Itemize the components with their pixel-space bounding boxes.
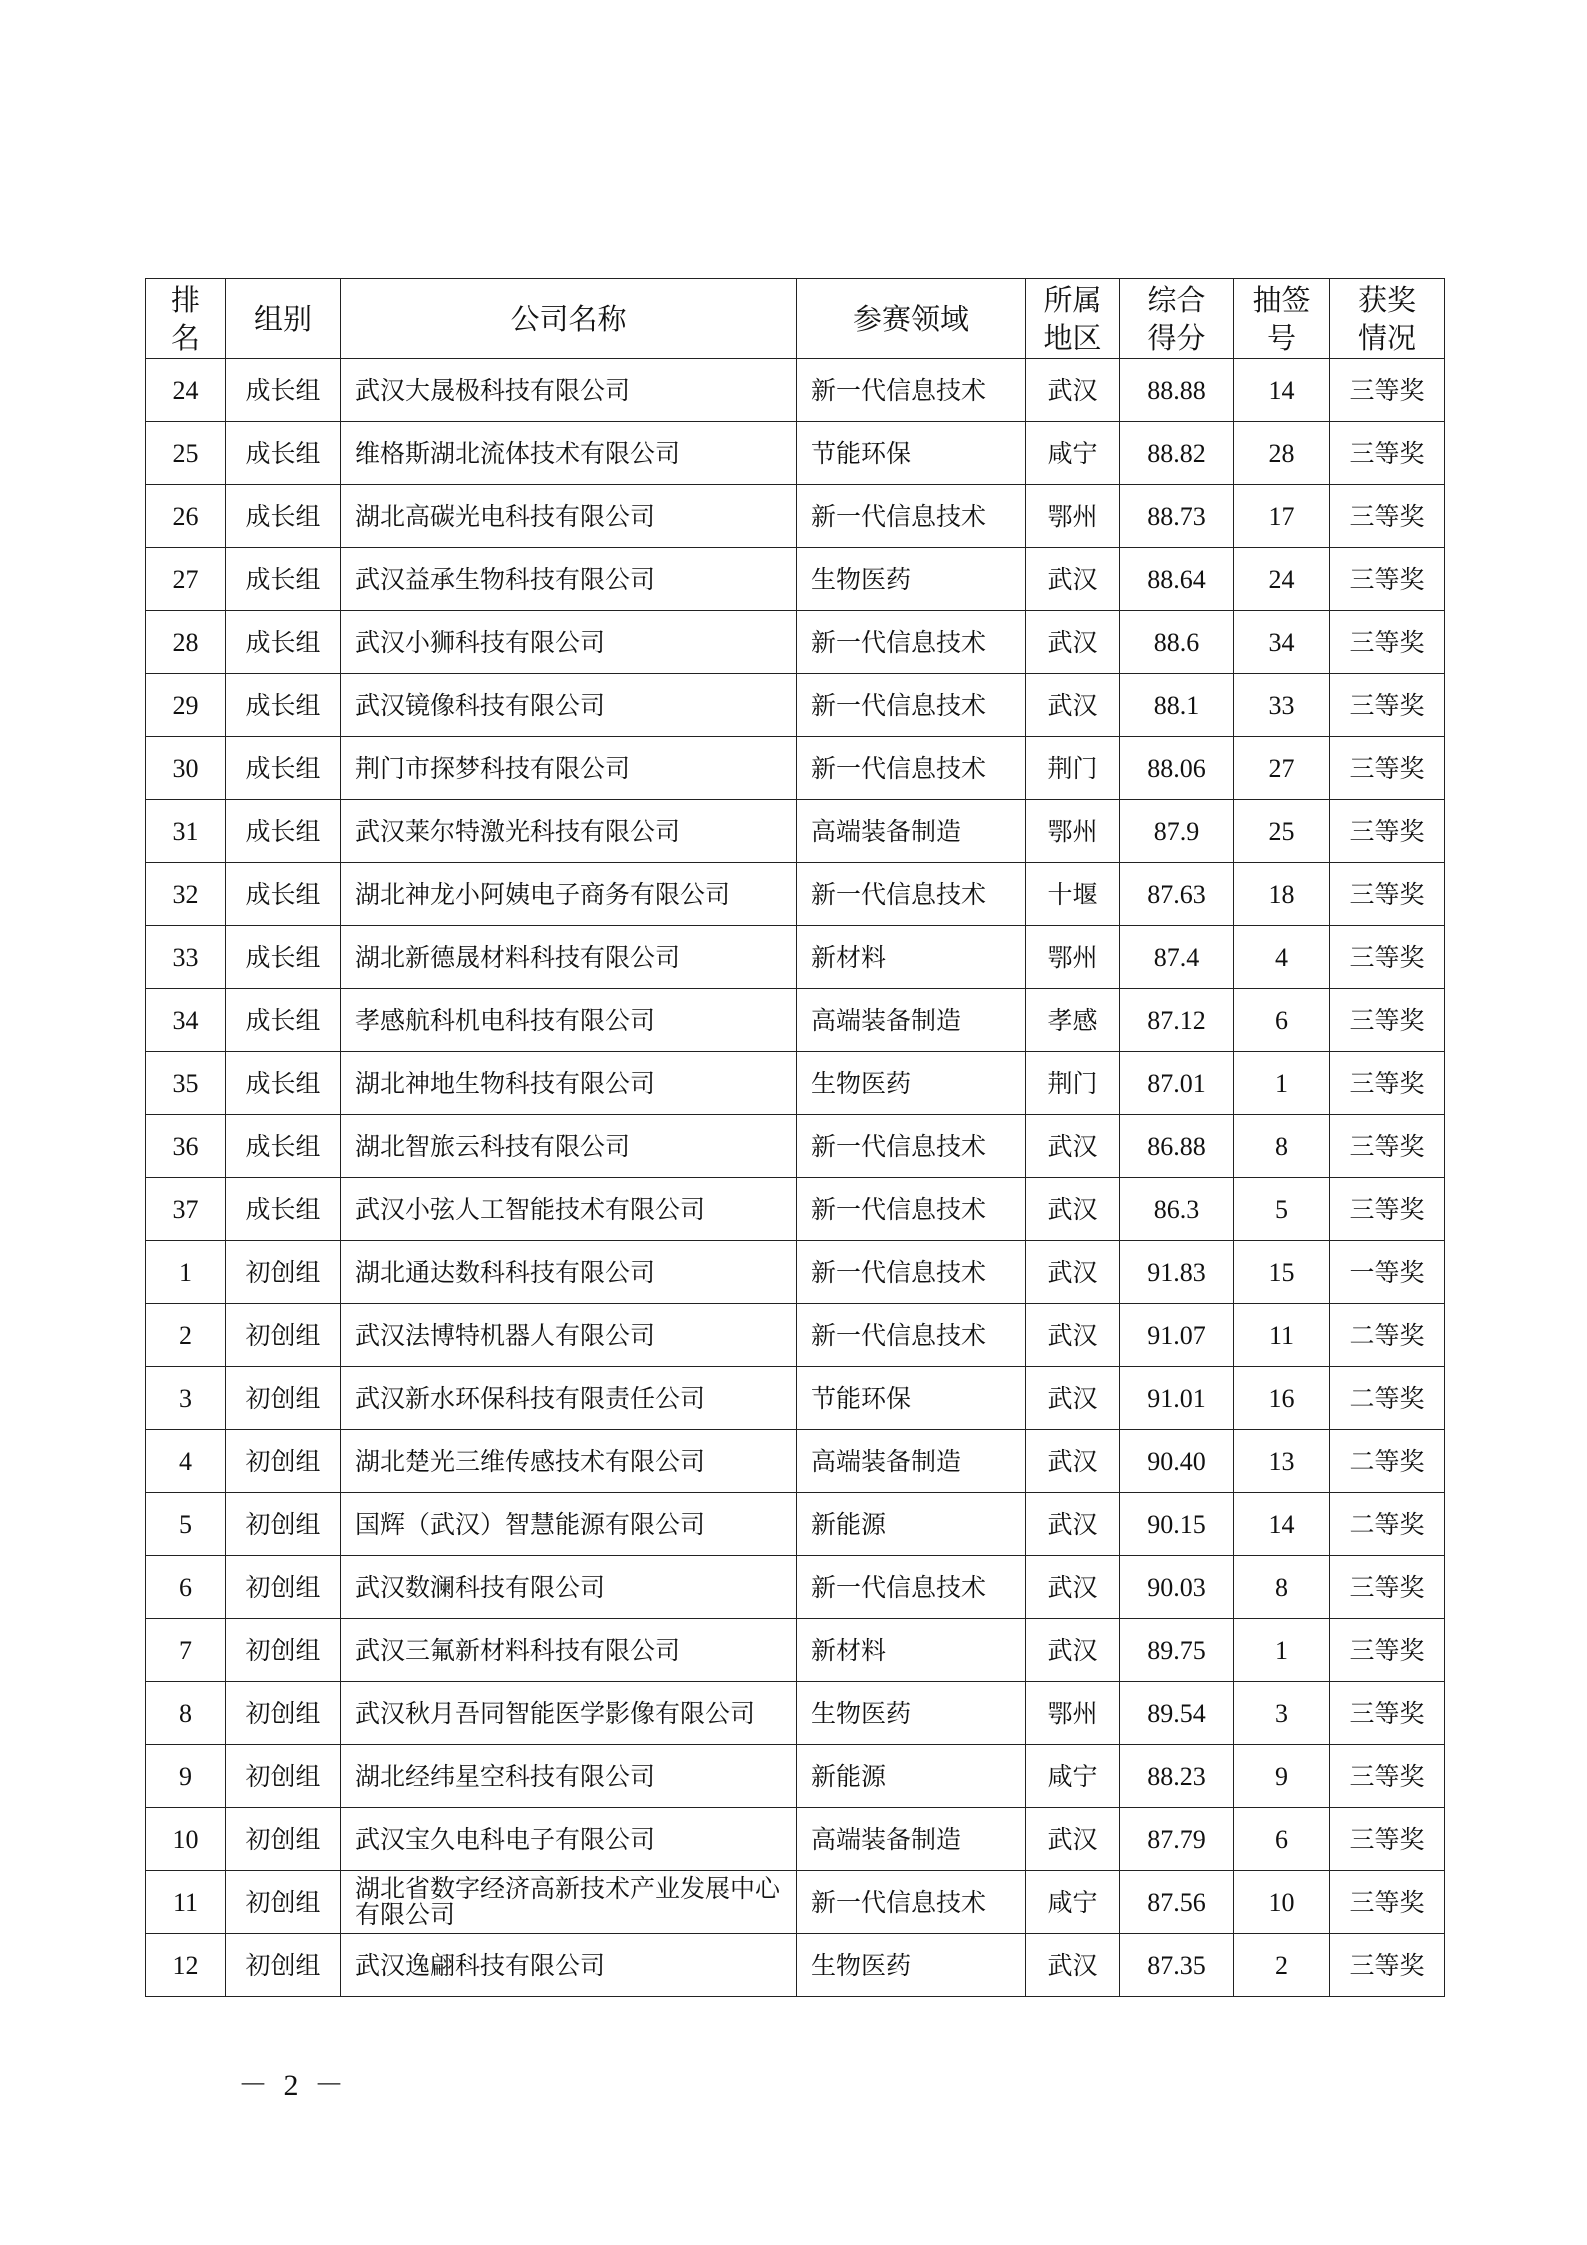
- cell-draw: 8: [1234, 1556, 1330, 1619]
- cell-award: 三等奖: [1330, 1871, 1445, 1934]
- cell-draw: 2: [1234, 1934, 1330, 1997]
- cell-draw: 10: [1234, 1871, 1330, 1934]
- cell-region: 武汉: [1026, 1808, 1120, 1871]
- cell-rank: 5: [146, 1493, 226, 1556]
- cell-draw: 16: [1234, 1367, 1330, 1430]
- page-number: － 2 －: [238, 2069, 348, 2102]
- cell-region: 荆门: [1026, 737, 1120, 800]
- cell-region: 武汉: [1026, 1556, 1120, 1619]
- cell-draw: 6: [1234, 989, 1330, 1052]
- cell-group: 成长组: [226, 422, 341, 485]
- cell-score: 87.01: [1120, 1052, 1234, 1115]
- cell-group: 成长组: [226, 1178, 341, 1241]
- cell-score: 88.73: [1120, 485, 1234, 548]
- cell-score: 88.23: [1120, 1745, 1234, 1808]
- cell-company: 维格斯湖北流体技术有限公司: [341, 422, 797, 485]
- cell-company: 武汉益承生物科技有限公司: [341, 548, 797, 611]
- cell-rank: 2: [146, 1304, 226, 1367]
- cell-award: 三等奖: [1330, 1934, 1445, 1997]
- cell-region: 武汉: [1026, 1178, 1120, 1241]
- cell-group: 初创组: [226, 1556, 341, 1619]
- cell-draw: 3: [1234, 1682, 1330, 1745]
- cell-award: 三等奖: [1330, 800, 1445, 863]
- table-row: [146, 800, 1445, 863]
- cell-award: 二等奖: [1330, 1430, 1445, 1493]
- cell-field: 新能源: [797, 1745, 1026, 1808]
- cell-field: 新一代信息技术: [797, 485, 1026, 548]
- cell-score: 87.35: [1120, 1934, 1234, 1997]
- cell-region: 鄂州: [1026, 926, 1120, 989]
- cell-field: 新一代信息技术: [797, 737, 1026, 800]
- cell-region: 鄂州: [1026, 1682, 1120, 1745]
- cell-score: 89.54: [1120, 1682, 1234, 1745]
- cell-award: 三等奖: [1330, 674, 1445, 737]
- cell-rank: 11: [146, 1871, 226, 1934]
- cell-region: 荆门: [1026, 1052, 1120, 1115]
- cell-score: 87.12: [1120, 989, 1234, 1052]
- cell-draw: 34: [1234, 611, 1330, 674]
- cell-group: 成长组: [226, 737, 341, 800]
- table-row: [146, 485, 1445, 548]
- cell-company: 湖北省数字经济高新技术产业发展中心有限公司: [341, 1871, 797, 1934]
- cell-group: 初创组: [226, 1304, 341, 1367]
- cell-score: 91.07: [1120, 1304, 1234, 1367]
- cell-draw: 8: [1234, 1115, 1330, 1178]
- cell-rank: 12: [146, 1934, 226, 1997]
- cell-field: 新一代信息技术: [797, 359, 1026, 422]
- table-header-row: [146, 279, 1445, 359]
- cell-draw: 13: [1234, 1430, 1330, 1493]
- cell-region: 鄂州: [1026, 485, 1120, 548]
- cell-field: 新一代信息技术: [797, 863, 1026, 926]
- table-row: [146, 1052, 1445, 1115]
- cell-company: 湖北经纬星空科技有限公司: [341, 1745, 797, 1808]
- cell-rank: 25: [146, 422, 226, 485]
- cell-rank: 27: [146, 548, 226, 611]
- cell-score: 88.64: [1120, 548, 1234, 611]
- cell-field: 新材料: [797, 1619, 1026, 1682]
- cell-group: 初创组: [226, 1430, 341, 1493]
- cell-rank: 8: [146, 1682, 226, 1745]
- table-row: [146, 1430, 1445, 1493]
- cell-draw: 4: [1234, 926, 1330, 989]
- cell-company: 武汉小弦人工智能技术有限公司: [341, 1178, 797, 1241]
- cell-field: 节能环保: [797, 422, 1026, 485]
- table-body: [146, 359, 1445, 1997]
- awards-table: [145, 278, 1445, 1997]
- cell-score: 86.88: [1120, 1115, 1234, 1178]
- cell-region: 武汉: [1026, 1493, 1120, 1556]
- cell-region: 武汉: [1026, 359, 1120, 422]
- cell-field: 新一代信息技术: [797, 674, 1026, 737]
- cell-rank: 36: [146, 1115, 226, 1178]
- cell-score: 89.75: [1120, 1619, 1234, 1682]
- cell-field: 生物医药: [797, 548, 1026, 611]
- cell-rank: 34: [146, 989, 226, 1052]
- cell-company: 武汉逸翩科技有限公司: [341, 1934, 797, 1997]
- cell-region: 武汉: [1026, 1115, 1120, 1178]
- cell-score: 90.15: [1120, 1493, 1234, 1556]
- table-row: [146, 1178, 1445, 1241]
- cell-score: 91.83: [1120, 1241, 1234, 1304]
- header-draw: 抽签 号: [1234, 279, 1330, 359]
- cell-award: 三等奖: [1330, 1619, 1445, 1682]
- cell-region: 武汉: [1026, 1430, 1120, 1493]
- cell-group: 成长组: [226, 359, 341, 422]
- cell-company: 武汉宝久电科电子有限公司: [341, 1808, 797, 1871]
- cell-company: 湖北楚光三维传感技术有限公司: [341, 1430, 797, 1493]
- cell-region: 咸宁: [1026, 422, 1120, 485]
- header-score: 综合 得分: [1120, 279, 1234, 359]
- cell-group: 初创组: [226, 1871, 341, 1934]
- header-award: 获奖 情况: [1330, 279, 1445, 359]
- table-row: [146, 1367, 1445, 1430]
- table-row: [146, 548, 1445, 611]
- cell-award: 三等奖: [1330, 1556, 1445, 1619]
- cell-field: 高端装备制造: [797, 1808, 1026, 1871]
- cell-region: 咸宁: [1026, 1871, 1120, 1934]
- cell-draw: 11: [1234, 1304, 1330, 1367]
- cell-draw: 6: [1234, 1808, 1330, 1871]
- table-row: [146, 422, 1445, 485]
- cell-award: 二等奖: [1330, 1367, 1445, 1430]
- cell-draw: 27: [1234, 737, 1330, 800]
- cell-company: 武汉新水环保科技有限责任公司: [341, 1367, 797, 1430]
- cell-company: 湖北神地生物科技有限公司: [341, 1052, 797, 1115]
- cell-award: 三等奖: [1330, 1178, 1445, 1241]
- cell-field: 新一代信息技术: [797, 1304, 1026, 1367]
- table-row: [146, 674, 1445, 737]
- cell-region: 武汉: [1026, 611, 1120, 674]
- cell-company: 国辉（武汉）智慧能源有限公司: [341, 1493, 797, 1556]
- table-row: [146, 863, 1445, 926]
- table-row: [146, 611, 1445, 674]
- cell-region: 十堰: [1026, 863, 1120, 926]
- table-row: [146, 737, 1445, 800]
- cell-rank: 9: [146, 1745, 226, 1808]
- cell-region: 咸宁: [1026, 1745, 1120, 1808]
- cell-group: 初创组: [226, 1619, 341, 1682]
- cell-draw: 1: [1234, 1619, 1330, 1682]
- cell-award: 三等奖: [1330, 737, 1445, 800]
- cell-draw: 5: [1234, 1178, 1330, 1241]
- cell-score: 88.6: [1120, 611, 1234, 674]
- cell-draw: 14: [1234, 1493, 1330, 1556]
- cell-region: 武汉: [1026, 1241, 1120, 1304]
- cell-rank: 26: [146, 485, 226, 548]
- table-row: [146, 1556, 1445, 1619]
- cell-award: 三等奖: [1330, 1745, 1445, 1808]
- cell-award: 二等奖: [1330, 1493, 1445, 1556]
- cell-company: 荆门市探梦科技有限公司: [341, 737, 797, 800]
- cell-group: 初创组: [226, 1745, 341, 1808]
- cell-score: 87.56: [1120, 1871, 1234, 1934]
- cell-region: 武汉: [1026, 1934, 1120, 1997]
- table-row: [146, 1304, 1445, 1367]
- cell-rank: 24: [146, 359, 226, 422]
- cell-rank: 32: [146, 863, 226, 926]
- cell-rank: 29: [146, 674, 226, 737]
- table-row: [146, 1745, 1445, 1808]
- cell-field: 新一代信息技术: [797, 1556, 1026, 1619]
- cell-rank: 35: [146, 1052, 226, 1115]
- cell-rank: 6: [146, 1556, 226, 1619]
- cell-score: 86.3: [1120, 1178, 1234, 1241]
- cell-field: 生物医药: [797, 1052, 1026, 1115]
- cell-group: 初创组: [226, 1493, 341, 1556]
- cell-draw: 17: [1234, 485, 1330, 548]
- cell-draw: 24: [1234, 548, 1330, 611]
- cell-field: 高端装备制造: [797, 1430, 1026, 1493]
- cell-group: 成长组: [226, 926, 341, 989]
- cell-region: 武汉: [1026, 1619, 1120, 1682]
- cell-region: 武汉: [1026, 1367, 1120, 1430]
- cell-field: 新一代信息技术: [797, 611, 1026, 674]
- cell-company: 武汉秋月吾同智能医学影像有限公司: [341, 1682, 797, 1745]
- table-row: [146, 1493, 1445, 1556]
- cell-score: 88.88: [1120, 359, 1234, 422]
- table-row: [146, 989, 1445, 1052]
- cell-draw: 15: [1234, 1241, 1330, 1304]
- cell-field: 新一代信息技术: [797, 1241, 1026, 1304]
- header-region: 所属 地区: [1026, 279, 1120, 359]
- cell-field: 高端装备制造: [797, 800, 1026, 863]
- cell-region: 武汉: [1026, 674, 1120, 737]
- cell-rank: 37: [146, 1178, 226, 1241]
- table-row: [146, 1682, 1445, 1745]
- cell-field: 新一代信息技术: [797, 1871, 1026, 1934]
- header-group: 组别: [226, 279, 341, 359]
- cell-award: 三等奖: [1330, 926, 1445, 989]
- cell-group: 成长组: [226, 548, 341, 611]
- cell-award: 三等奖: [1330, 422, 1445, 485]
- cell-rank: 28: [146, 611, 226, 674]
- cell-group: 初创组: [226, 1808, 341, 1871]
- cell-field: 生物医药: [797, 1934, 1026, 1997]
- cell-group: 初创组: [226, 1241, 341, 1304]
- cell-field: 新一代信息技术: [797, 1115, 1026, 1178]
- cell-field: 节能环保: [797, 1367, 1026, 1430]
- cell-group: 成长组: [226, 1052, 341, 1115]
- table-row: [146, 1934, 1445, 1997]
- cell-score: 91.01: [1120, 1367, 1234, 1430]
- cell-group: 成长组: [226, 800, 341, 863]
- cell-field: 新一代信息技术: [797, 1178, 1026, 1241]
- cell-rank: 4: [146, 1430, 226, 1493]
- cell-company: 湖北通达数科科技有限公司: [341, 1241, 797, 1304]
- cell-rank: 7: [146, 1619, 226, 1682]
- cell-company: 武汉小狮科技有限公司: [341, 611, 797, 674]
- cell-rank: 3: [146, 1367, 226, 1430]
- cell-draw: 14: [1234, 359, 1330, 422]
- cell-group: 初创组: [226, 1682, 341, 1745]
- cell-award: 三等奖: [1330, 548, 1445, 611]
- table-row: [146, 1871, 1445, 1934]
- cell-score: 87.4: [1120, 926, 1234, 989]
- cell-draw: 9: [1234, 1745, 1330, 1808]
- cell-company: 武汉三氟新材料科技有限公司: [341, 1619, 797, 1682]
- cell-draw: 25: [1234, 800, 1330, 863]
- cell-group: 初创组: [226, 1367, 341, 1430]
- cell-award: 三等奖: [1330, 1052, 1445, 1115]
- cell-company: 湖北新德晟材料科技有限公司: [341, 926, 797, 989]
- cell-group: 成长组: [226, 485, 341, 548]
- cell-rank: 10: [146, 1808, 226, 1871]
- cell-rank: 31: [146, 800, 226, 863]
- cell-score: 87.9: [1120, 800, 1234, 863]
- table-row: [146, 359, 1445, 422]
- cell-award: 三等奖: [1330, 1115, 1445, 1178]
- cell-score: 87.63: [1120, 863, 1234, 926]
- cell-score: 90.03: [1120, 1556, 1234, 1619]
- cell-field: 新材料: [797, 926, 1026, 989]
- cell-score: 87.79: [1120, 1808, 1234, 1871]
- cell-draw: 33: [1234, 674, 1330, 737]
- cell-award: 一等奖: [1330, 1241, 1445, 1304]
- cell-company: 孝感航科机电科技有限公司: [341, 989, 797, 1052]
- cell-group: 成长组: [226, 863, 341, 926]
- cell-award: 三等奖: [1330, 863, 1445, 926]
- cell-company: 武汉大晟极科技有限公司: [341, 359, 797, 422]
- cell-award: 三等奖: [1330, 611, 1445, 674]
- cell-field: 生物医药: [797, 1682, 1026, 1745]
- cell-score: 88.82: [1120, 422, 1234, 485]
- cell-rank: 33: [146, 926, 226, 989]
- cell-field: 高端装备制造: [797, 989, 1026, 1052]
- cell-rank: 1: [146, 1241, 226, 1304]
- cell-company: 湖北神龙小阿姨电子商务有限公司: [341, 863, 797, 926]
- cell-score: 88.1: [1120, 674, 1234, 737]
- cell-region: 孝感: [1026, 989, 1120, 1052]
- cell-rank: 30: [146, 737, 226, 800]
- cell-award: 三等奖: [1330, 1808, 1445, 1871]
- cell-company: 湖北智旅云科技有限公司: [341, 1115, 797, 1178]
- header-rank: 排 名: [146, 279, 226, 359]
- cell-award: 三等奖: [1330, 359, 1445, 422]
- cell-field: 新能源: [797, 1493, 1026, 1556]
- cell-draw: 28: [1234, 422, 1330, 485]
- cell-draw: 1: [1234, 1052, 1330, 1115]
- table-row: [146, 1808, 1445, 1871]
- cell-company: 武汉莱尔特激光科技有限公司: [341, 800, 797, 863]
- cell-group: 成长组: [226, 989, 341, 1052]
- cell-company: 武汉镜像科技有限公司: [341, 674, 797, 737]
- cell-region: 鄂州: [1026, 800, 1120, 863]
- cell-score: 90.40: [1120, 1430, 1234, 1493]
- cell-award: 二等奖: [1330, 1304, 1445, 1367]
- cell-region: 武汉: [1026, 548, 1120, 611]
- cell-draw: 18: [1234, 863, 1330, 926]
- table-row: [146, 1619, 1445, 1682]
- cell-company: 武汉数澜科技有限公司: [341, 1556, 797, 1619]
- table-row: [146, 1115, 1445, 1178]
- cell-award: 三等奖: [1330, 485, 1445, 548]
- cell-group: 成长组: [226, 611, 341, 674]
- cell-company: 湖北高碳光电科技有限公司: [341, 485, 797, 548]
- cell-award: 三等奖: [1330, 1682, 1445, 1745]
- cell-award: 三等奖: [1330, 989, 1445, 1052]
- header-field: 参赛领域: [797, 279, 1026, 359]
- cell-region: 武汉: [1026, 1304, 1120, 1367]
- cell-group: 成长组: [226, 674, 341, 737]
- table-row: [146, 926, 1445, 989]
- cell-company: 武汉法博特机器人有限公司: [341, 1304, 797, 1367]
- cell-score: 88.06: [1120, 737, 1234, 800]
- cell-group: 初创组: [226, 1934, 341, 1997]
- cell-group: 成长组: [226, 1115, 341, 1178]
- table-row: [146, 1241, 1445, 1304]
- header-company: 公司名称: [341, 279, 797, 359]
